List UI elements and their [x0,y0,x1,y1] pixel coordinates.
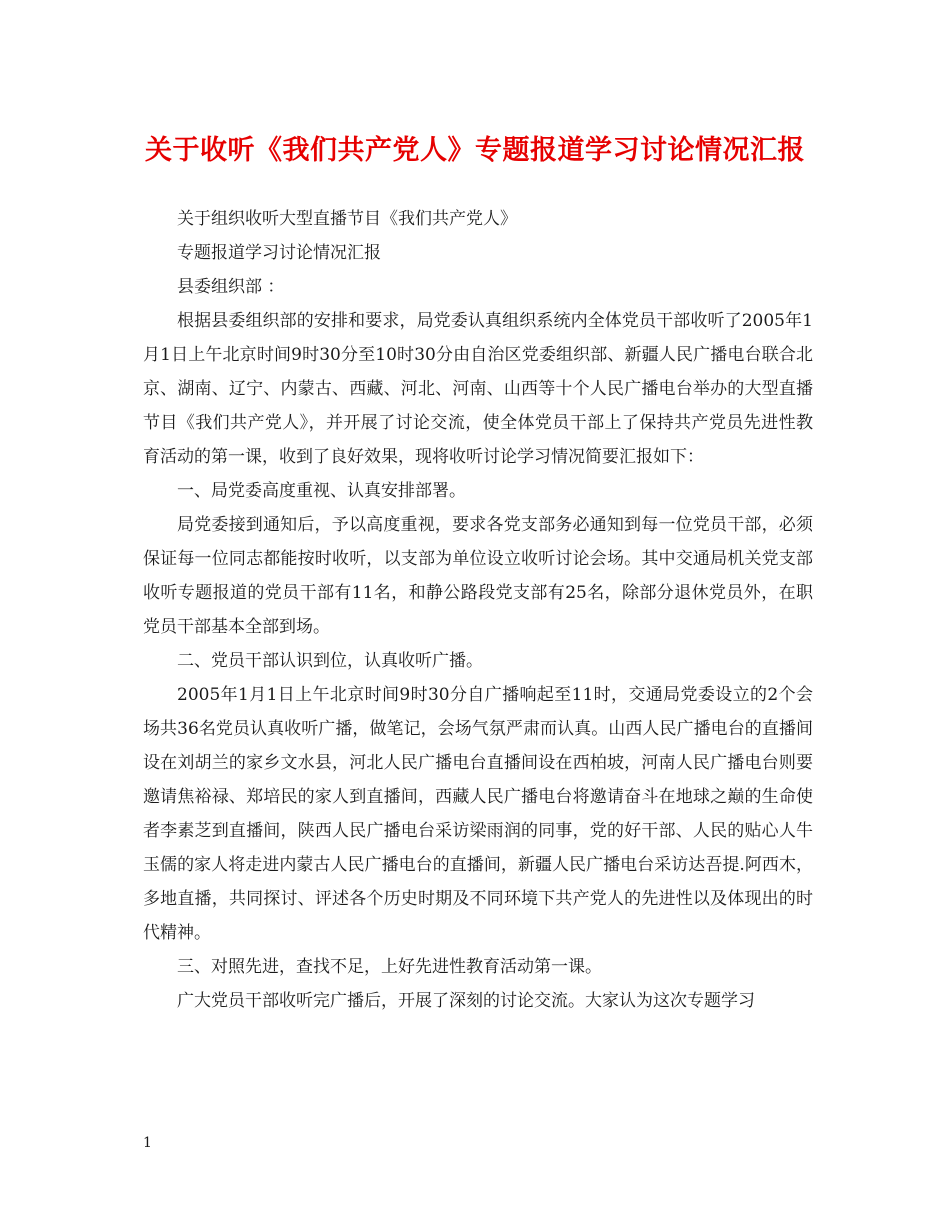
paragraph-addressee: 县委组织部 ： [177,277,285,297]
paragraph-section-2: 2005年1月1日上午北京时间9时30分自广播响起至11时，交通局党委设立的2个会场共36名党员认真收听广播，做笔记，会场气氛严肃而认真。山西人民广播电台的直播间设在刘胡兰的家乡文水县，河北人民广播电台直播间设在西柏坡，河南人民广播电台则要邀请焦裕禄、郑培民的家人到直播间，西藏人民广播电台将邀请奋斗在地球之巅的生命使者李素芝到直播间，陕西人民广播电台采访梁雨润的同事，党的好干部、人民的贴心人牛玉儒的家人将走进内蒙古人民广播电台的直播间，新疆人民广播电台采访达吾提.阿西木，多地直播，共同探讨、评述各个历史时期及不同环境下共产党人的先进性以及体现出的时代精神。 [143,685,813,943]
document-body [143,202,813,1018]
section-heading-2: 二、党员干部认识到位，认真收听广播。 [177,651,483,671]
section-heading-3: 三、对照先进，查找不足，上好先进性教育活动第一课。 [177,957,602,977]
paragraph-intro: 根据县委组织部的安排和要求，局党委认真组织系统内全体党员干部收听了2005年1月1日上午北京时间9时30分至10时30分由自治区党委组织部、新疆人民广播电台联合北京、湖南、辽宁、内蒙古、西藏、河北、河南、山西等十个人民广播电台举办的大型直播节目《我们共产党人》，并开展了讨论交流，使全体党员干部上了保持共产党员先进性教育活动的第一课，收到了良好效果，现将收听讨论学习情况简要汇报如下： [143,311,813,467]
section-heading-1: 一、局党委高度重视、认真安排部署。 [177,481,466,501]
paragraph-section-3: 广大党员干部收听完广播后，开展了深刻的讨论交流。大家认为这次专题学习 [177,991,755,1011]
paragraph-section-1: 局党委接到通知后，予以高度重视，要求各党支部务必通知到每一位党员干部，必须保证每一位同志都能按时收听，以支部为单位设立收听讨论会场。其中交通局机关党支部收听专题报道的党员干部有11名，和静公路段党支部有25名，除部分退休党员外，在职党员干部基本全部到场。 [143,515,813,637]
page-number: 1 [143,1135,152,1151]
paragraph-heading-line-2: 专题报道学习讨论情况汇报 [177,243,381,263]
paragraph-heading-line-1: 关于组织收听大型直播节目《我们共产党人》 [177,209,517,229]
document-title: 关于收听《我们共产党人》专题报道学习讨论情况汇报 [145,135,805,166]
